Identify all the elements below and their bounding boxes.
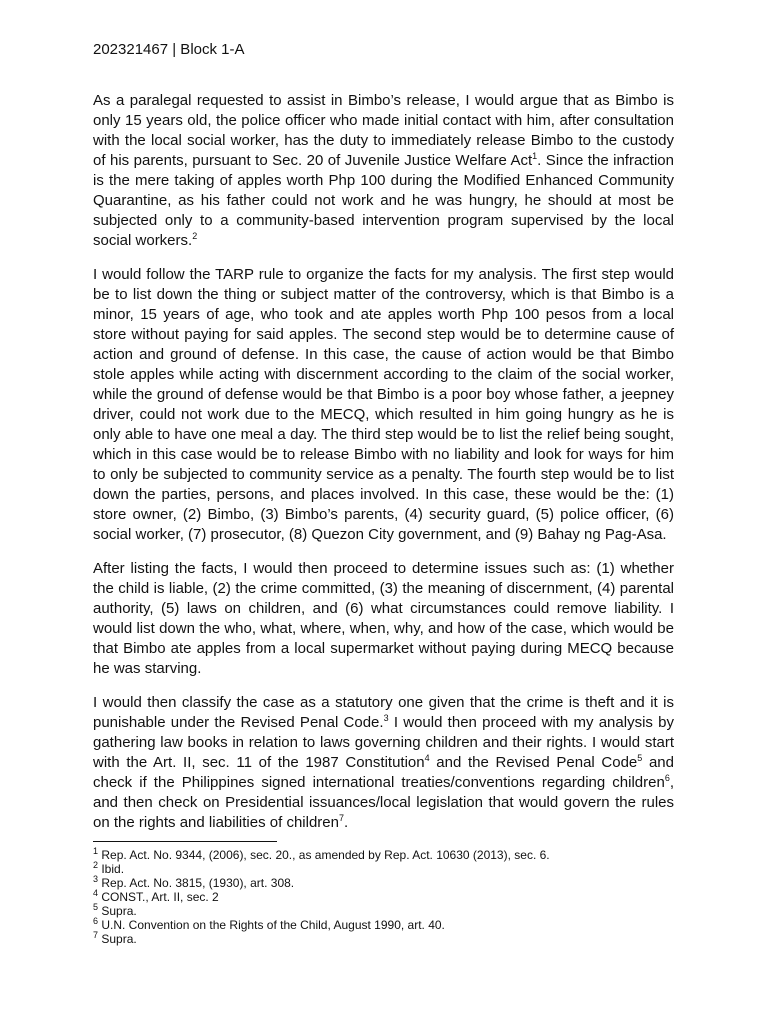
footnote: [93, 918, 674, 932]
paragraph: [93, 693, 674, 833]
paragraph-text: . Since the infraction is the mere taking of apples worth Php 100 during the Modified Enhanced Community Quarantine, as his father could not work and he was hungry, he should at most be subjected only to a community-based intervention program supervised by the local social workers.: [93, 152, 674, 249]
footnote-ref: 2: [192, 231, 198, 241]
document-body: [93, 91, 674, 833]
footnote-text: Ibid.: [98, 862, 125, 876]
paragraph-text: After listing the facts, I would then proceed to determine issues such as: (1) whether the child is liable, (2) the crime committed, (3) the meaning of discernment, (4) parental authority, (5) laws on children, and (6) what circumstances could remove liability. I would list down the who, what, where, when, why, and how of the case, which would be that Bimbo ate apples from a local supermarket without paying during MECQ because he was starving.: [93, 560, 674, 677]
footnote-ref: 3: [383, 713, 389, 723]
paragraph-text: As a paralegal requested to assist in Bimbo’s release, I would argue that as Bimbo is only 15 years old, the police officer who made initial contact with him, after consultation with the local social worker, has the duty to immediately release Bimbo to the custody of his parents, pursuant to Sec. 20 of Juvenile Justice Welfare Act: [93, 92, 674, 169]
paragraph-text: and check if the Philippines signed international treaties/conventions regarding children: [93, 754, 674, 791]
footnote-text: CONST., Art. II, sec. 2: [98, 890, 219, 904]
footnote-text: Supra.: [98, 904, 137, 918]
footnote-number: 6: [93, 916, 99, 926]
footnote-text: Supra.: [98, 932, 137, 946]
paragraph-text: I would follow the TARP rule to organize the facts for my analysis. The first step would be to list down the thing or subject matter of the controversy, which is that Bimbo is a minor, 15 years of age, who took and ate apples worth Php 100 pesos from a local store without paying for said apples. The second step would be to determine cause of action and ground of defense. In this case, the cause of action would be that Bimbo stole apples while acting with discernment according to the claim of the social worker, while the ground of defense would be that Bimbo is a poor boy whose father, a jeepney driver, could not work due to the MECQ, which resulted in him going hungry as he is only able to have one meal a day. The third step would be to list the relief being sought, which in this case would be to release Bimbo with no liability and look for ways for him to only be subjected to community service as a penalty. The fourth step would be to list down the parties, persons, and places involved. In this case, these would be the: (1) store owner, (2) Bimbo, (3) Bimbo’s parents, (4) security guard, (5) police officer, (6) social worker, (7) prosecutor, (8) Quezon City government, and (9) Bahay ng Pag-Asa.: [93, 266, 674, 543]
paragraph-text: I would then proceed with my analysis by gathering law books in relation to laws governing children and their rights. I would start with the Art. II, sec. 11 of the 1987 Constitution: [93, 714, 674, 771]
paragraph-text: .: [344, 814, 349, 831]
page-header: 202321467 | Block 1-A: [93, 41, 245, 58]
footnote: [93, 932, 674, 946]
footnote-text: U.N. Convention on the Rights of the Child, August 1990, art. 40.: [98, 918, 445, 932]
footnote-number: 7: [93, 930, 99, 940]
footnote: [93, 904, 674, 918]
footnote-number: 1: [93, 846, 99, 856]
paragraph: [93, 265, 674, 545]
footnote-number: 4: [93, 888, 99, 898]
footnote-number: 2: [93, 860, 99, 870]
paragraph: [93, 91, 674, 251]
footnote: [93, 890, 674, 904]
paragraph: [93, 559, 674, 679]
footnote-ref: 1: [532, 151, 538, 161]
footnote-number: 5: [93, 902, 99, 912]
footnote-ref: 5: [637, 753, 643, 763]
footnote-ref: 7: [338, 813, 344, 823]
paragraph-text: , and then check on Presidential issuances/local legislation that would govern the rules on the rights and liabilities of children: [93, 774, 674, 831]
footnotes: [93, 848, 674, 946]
footnote: [93, 876, 674, 890]
footnote-number: 3: [93, 874, 99, 884]
footnote-text: Rep. Act. No. 9344, (2006), sec. 20., as amended by Rep. Act. 10630 (2013), sec. 6.: [98, 848, 550, 862]
paragraph-text: and the Revised Penal Code: [429, 754, 638, 771]
footnote-separator: [93, 841, 277, 842]
paragraph-text: I would then classify the case as a statutory one given that the crime is theft and it is punishable under the Revised Penal Code.: [93, 694, 674, 731]
footnote: [93, 848, 674, 862]
footnote-text: Rep. Act. No. 3815, (1930), art. 308.: [98, 876, 295, 890]
footnote-ref: 6: [664, 773, 670, 783]
footnote: [93, 862, 674, 876]
footnote-ref: 4: [424, 753, 430, 763]
